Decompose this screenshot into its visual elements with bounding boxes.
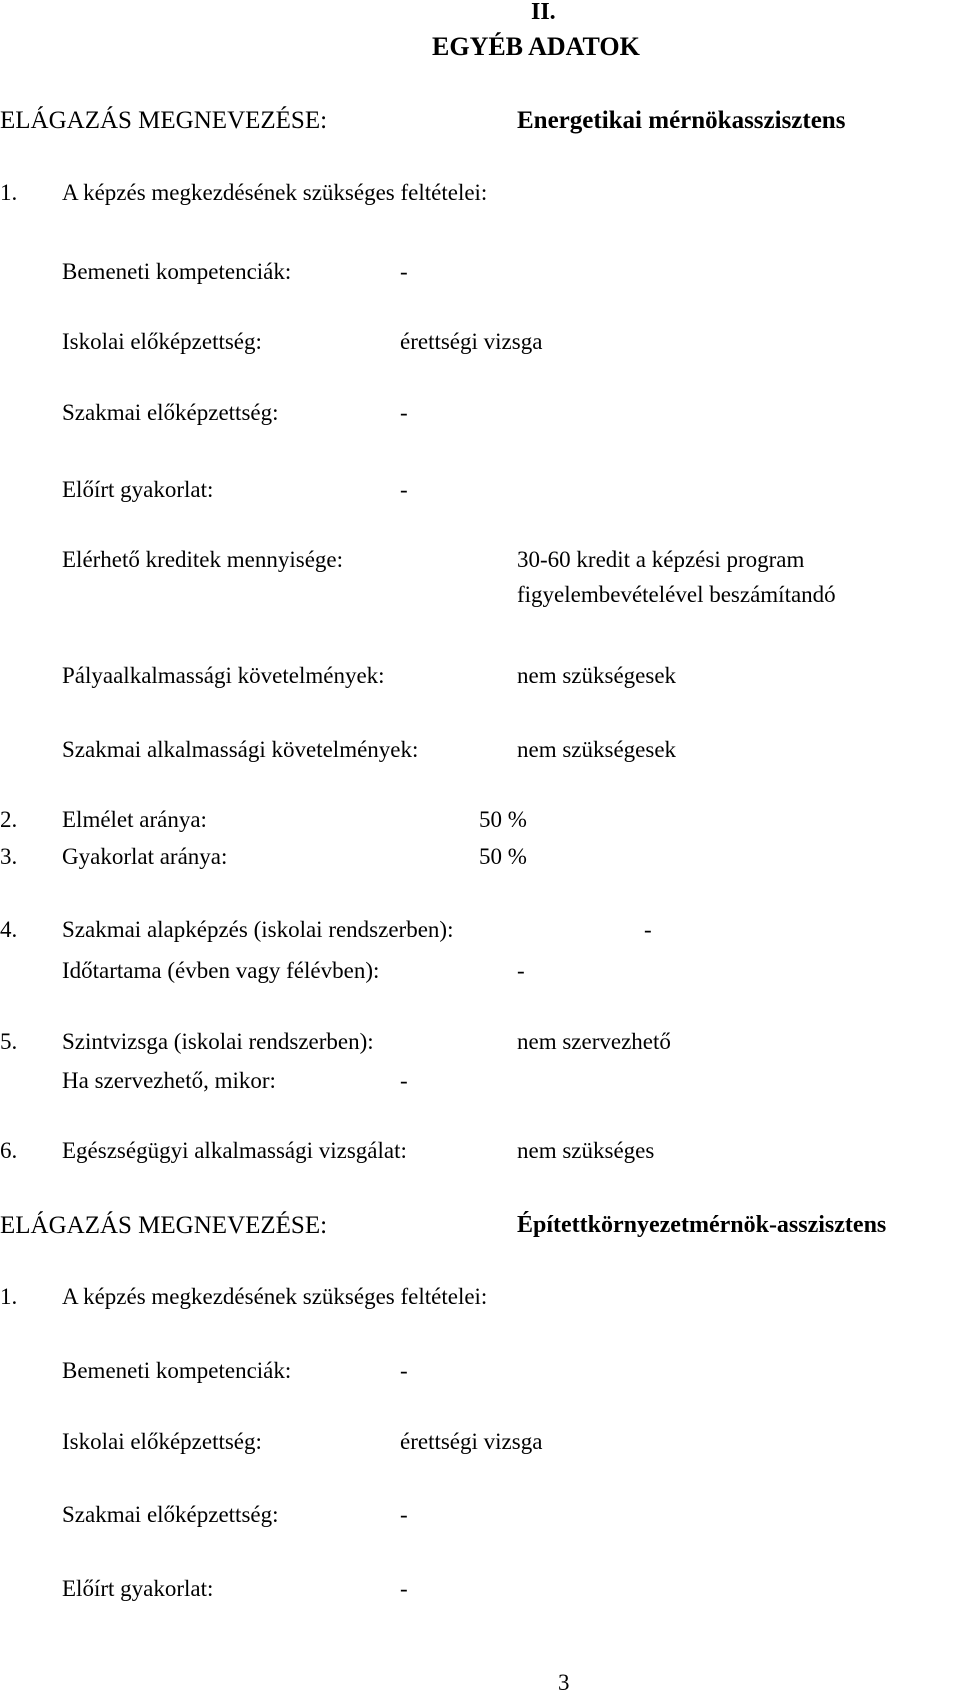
field-label: Elérhető kreditek mennyisége: — [62, 547, 344, 572]
item-value: nem szükséges — [517, 1138, 655, 1163]
item-title: A képzés megkezdésének szükséges feltételei: — [62, 180, 488, 205]
item-title: A képzés megkezdésének szükséges feltételei: — [62, 1284, 488, 1309]
field-label: Bemeneti kompetenciák: — [62, 259, 292, 284]
item-sub-value: - — [400, 1068, 408, 1093]
item-sub-value: - — [517, 958, 525, 983]
field-value: - — [400, 1502, 408, 1527]
branch-name: Építettkörnyezetmérnök-asszisztens — [517, 1212, 887, 1238]
field-label: Pályaalkalmassági követelmények: — [62, 663, 385, 688]
item-number: 5. — [0, 1029, 18, 1054]
item-label: Szakmai alapképzés (iskolai rendszerben): — [62, 917, 454, 942]
field-value: 30-60 kredit a képzési program — [517, 547, 805, 572]
item-label: Egészségügyi alkalmassági vizsgálat: — [62, 1138, 407, 1163]
field-label: Előírt gyakorlat: — [62, 477, 214, 502]
item-number: 3. — [0, 844, 18, 869]
field-label: Iskolai előképzettség: — [62, 329, 262, 354]
item-number: 1. — [0, 1284, 18, 1309]
item-number: 6. — [0, 1138, 18, 1163]
section-number: II. — [531, 0, 556, 25]
field-label: Előírt gyakorlat: — [62, 1576, 214, 1601]
page-number: 3 — [558, 1670, 570, 1695]
branch-label: ELÁGAZÁS MEGNEVEZÉSE: — [0, 107, 328, 134]
branch-name: Energetikai mérnökasszisztens — [517, 107, 846, 134]
item-value: nem szervezhető — [517, 1029, 671, 1054]
item-number: 1. — [0, 180, 18, 205]
field-label: Bemeneti kompetenciák: — [62, 1358, 292, 1383]
item-value: 50 % — [479, 844, 527, 869]
field-value: érettségi vizsga — [400, 1429, 543, 1454]
item-number: 2. — [0, 807, 18, 832]
branch-label: ELÁGAZÁS MEGNEVEZÉSE: — [0, 1212, 328, 1239]
field-label: Iskolai előképzettség: — [62, 1429, 262, 1454]
field-value: nem szükségesek — [517, 663, 677, 688]
field-label: Szakmai előképzettség: — [62, 400, 279, 425]
item-value: - — [644, 917, 652, 942]
field-value: figyelembevételével beszámítandó — [517, 582, 836, 607]
item-label: Elmélet aránya: — [62, 807, 207, 832]
item-sub-label: Időtartama (évben vagy félévben): — [62, 958, 380, 983]
item-sub-label: Ha szervezhető, mikor: — [62, 1068, 276, 1093]
field-value: érettségi vizsga — [400, 329, 543, 354]
item-label: Gyakorlat aránya: — [62, 844, 228, 869]
field-value: nem szükségesek — [517, 737, 677, 762]
field-value: - — [400, 400, 408, 425]
item-number: 4. — [0, 917, 18, 942]
field-value: - — [400, 1358, 408, 1383]
field-value: - — [400, 477, 408, 502]
item-label: Szintvizsga (iskolai rendszerben): — [62, 1029, 374, 1054]
field-label: Szakmai előképzettség: — [62, 1502, 279, 1527]
section-title: EGYÉB ADATOK — [432, 32, 640, 61]
field-value: - — [400, 259, 408, 284]
field-value: - — [400, 1576, 408, 1601]
field-label: Szakmai alkalmassági követelmények: — [62, 737, 419, 762]
item-value: 50 % — [479, 807, 527, 832]
